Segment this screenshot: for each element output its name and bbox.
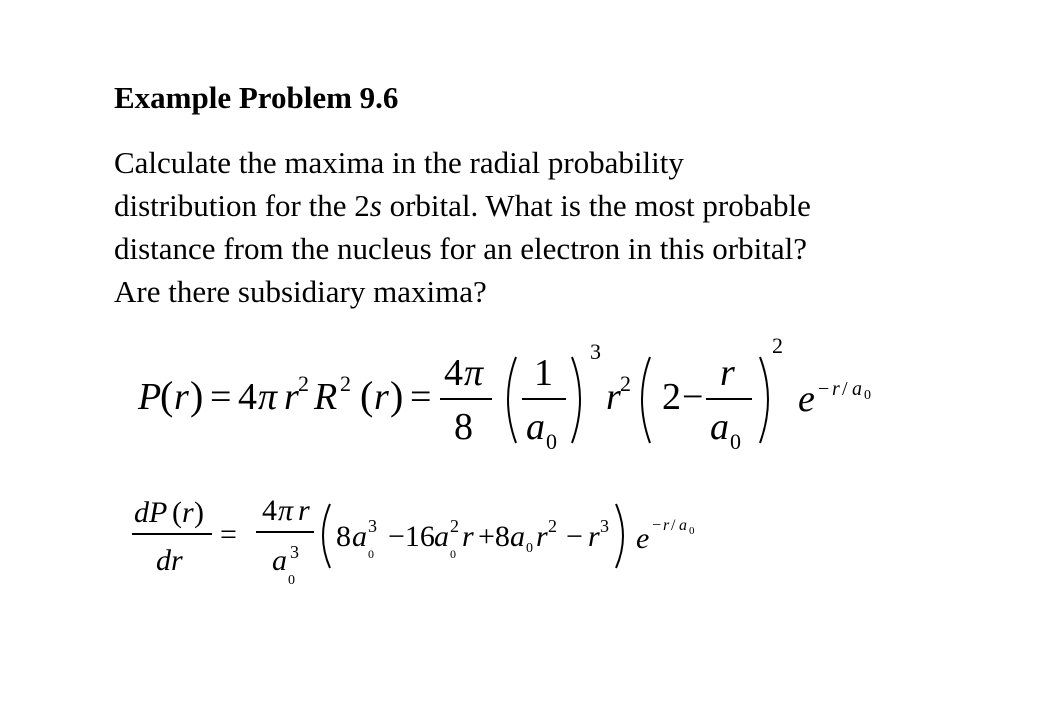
svg-text:−: − xyxy=(682,376,704,418)
svg-text:r: r xyxy=(720,352,735,394)
statement-line-3: distance from the nucleus for an electron in this orbital? xyxy=(114,231,807,266)
svg-text:2: 2 xyxy=(662,376,681,418)
svg-text:0: 0 xyxy=(864,388,871,403)
problem-statement xyxy=(114,141,964,313)
svg-text:−: − xyxy=(818,378,830,400)
svg-text:/: / xyxy=(842,378,848,400)
svg-text:2: 2 xyxy=(772,333,783,358)
svg-text:0: 0 xyxy=(689,525,695,537)
svg-text:dP: dP xyxy=(134,496,168,529)
svg-text:4: 4 xyxy=(238,376,257,418)
svg-text:π: π xyxy=(278,494,294,527)
svg-text:r: r xyxy=(663,517,670,534)
svg-text:a: a xyxy=(710,406,729,448)
svg-text:dr: dr xyxy=(156,544,183,577)
svg-text:3: 3 xyxy=(590,339,601,364)
svg-text:2: 2 xyxy=(548,516,557,536)
svg-text:=: = xyxy=(410,376,432,418)
svg-text:0: 0 xyxy=(730,429,741,454)
svg-text:/: / xyxy=(671,517,676,534)
svg-text:(: ( xyxy=(172,496,182,529)
svg-text:4: 4 xyxy=(262,494,277,527)
svg-text:π: π xyxy=(258,376,278,418)
svg-text:a: a xyxy=(272,544,287,577)
svg-text:3: 3 xyxy=(600,516,609,536)
svg-text:1: 1 xyxy=(534,352,553,394)
svg-text:0: 0 xyxy=(368,547,374,561)
equation-radial-probability xyxy=(130,335,890,465)
svg-text:−: − xyxy=(652,517,662,534)
svg-text:2: 2 xyxy=(620,371,631,396)
svg-text:π: π xyxy=(464,352,484,394)
svg-text:2: 2 xyxy=(450,516,459,536)
svg-text:): ) xyxy=(194,496,204,529)
svg-text:=: = xyxy=(210,376,232,418)
svg-text:4: 4 xyxy=(444,352,463,394)
svg-text:3: 3 xyxy=(290,542,299,562)
svg-text:r: r xyxy=(832,378,840,400)
svg-text:a: a xyxy=(526,406,545,448)
svg-text:(: ( xyxy=(160,373,174,418)
svg-text:r: r xyxy=(284,376,299,418)
svg-text:r: r xyxy=(298,494,310,527)
statement-line-1: Calculate the maxima in the radial probability xyxy=(114,145,684,180)
svg-text:r: r xyxy=(536,520,548,553)
equation-derivative xyxy=(128,486,788,596)
svg-text:0: 0 xyxy=(450,547,456,561)
svg-text:P: P xyxy=(138,376,162,418)
svg-text:r: r xyxy=(182,496,194,529)
svg-text:): ) xyxy=(390,373,404,418)
svg-text:a: a xyxy=(852,378,862,400)
svg-text:a: a xyxy=(434,520,449,553)
svg-text:−16: −16 xyxy=(388,520,435,553)
svg-text:0: 0 xyxy=(546,429,557,454)
svg-text:r: r xyxy=(462,520,474,553)
svg-text:e: e xyxy=(798,378,815,420)
svg-text:R: R xyxy=(314,376,338,418)
slide-title: Example Problem 9.6 xyxy=(114,80,399,115)
svg-text:+8: +8 xyxy=(478,520,510,553)
svg-text:a: a xyxy=(510,520,525,553)
svg-text:): ) xyxy=(190,373,204,418)
svg-text:e: e xyxy=(636,522,650,555)
svg-text:2: 2 xyxy=(340,371,351,396)
statement-line-4: Are there subsidiary maxima? xyxy=(114,274,487,309)
svg-text:(: ( xyxy=(360,373,374,418)
svg-text:r: r xyxy=(174,376,189,418)
statement-line-2: distribution for the 2s orbital. What is the most probable xyxy=(114,188,811,223)
svg-text:2: 2 xyxy=(298,371,309,396)
svg-text:a: a xyxy=(679,517,687,534)
svg-text:a: a xyxy=(352,520,367,553)
svg-text:0: 0 xyxy=(288,573,295,588)
svg-text:=: = xyxy=(220,518,237,551)
svg-text:0: 0 xyxy=(526,541,533,556)
svg-text:3: 3 xyxy=(368,516,377,536)
svg-text:8: 8 xyxy=(336,520,351,553)
svg-text:r: r xyxy=(588,520,600,553)
svg-text:r: r xyxy=(606,376,621,418)
svg-text:8: 8 xyxy=(454,406,473,448)
svg-text:r: r xyxy=(374,376,389,418)
svg-text:−: − xyxy=(566,520,583,553)
